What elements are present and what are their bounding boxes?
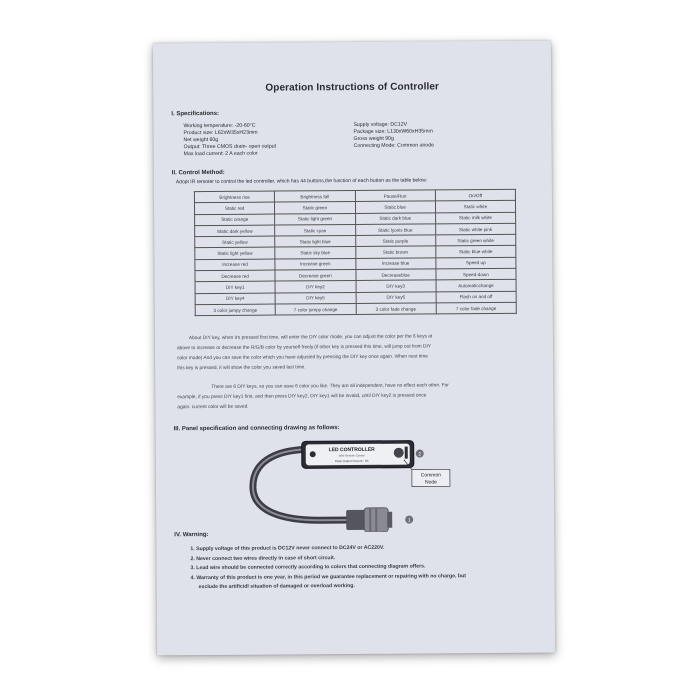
table-cell: Static cyan — [275, 224, 355, 236]
paragraph-line: this key is pressed, it will show the color you saved last time. — [177, 365, 306, 372]
panel-heading: III. Panel specification and connecting drawing as follows: — [173, 425, 340, 433]
spec-line: Supply voltage: DC12V — [353, 121, 408, 128]
connecting-drawing — [156, 431, 555, 534]
paragraph-line: About DIY key, when it's pressed first time, will enter the DIY color mode, you can adjust the color per the 6 keys at — [188, 334, 433, 342]
table-cell: Static milk white — [435, 212, 515, 224]
device-label: LED CONTROLLER — [328, 446, 375, 454]
table-cell: Decrease green — [275, 270, 355, 282]
table-cell: Decrease red — [195, 270, 275, 282]
table-cell: Decreaseblue — [355, 269, 435, 281]
control-method-heading: II. Control Method: — [171, 169, 225, 177]
warning-item: 4. Warranty of this product is one year, in this period we guarantee replacement or repairing with no charge, but — [190, 572, 466, 581]
table-cell: On/Off — [435, 189, 515, 201]
callout-2-label: 2 — [418, 451, 422, 458]
table-cell: Static yellow — [195, 236, 275, 248]
table-cell: Increase blue — [355, 258, 435, 270]
table-cell: Static red — [194, 202, 274, 214]
table-cell: 3 color fade change — [356, 303, 436, 315]
specifications-block — [183, 121, 543, 158]
warning-item-continuation: exclude the artificidl situation of damaged or overload working. — [198, 582, 355, 591]
dc-plug-icon — [346, 508, 392, 532]
spec-line: Working temperature: -20-60°C — [183, 122, 256, 130]
instruction-sheet — [153, 41, 555, 656]
table-cell: Static white pink — [435, 223, 515, 235]
table-cell: 7 color fade change — [436, 302, 516, 314]
table-cell: Static light yellow — [195, 248, 275, 260]
diy-paragraph-1 — [177, 332, 543, 375]
paragraph-line: above to increase or decrease the R/G/B color by yourself freely.(if other key is pressed this time, will jump out from DIY — [176, 344, 431, 352]
specifications-right-column — [353, 121, 543, 150]
warning-item: 2. Never connect two wires directly in case of short circuit. — [190, 554, 336, 562]
callout-1-label: 1 — [407, 517, 411, 524]
table-cell: 7 color jumpy change — [275, 303, 355, 315]
table-cell: DIY key3 — [356, 280, 436, 292]
table-cell: Speed up — [436, 257, 516, 269]
specifications-left-column — [183, 122, 358, 158]
spec-line: Package size: L130xW60xH35mm — [353, 128, 433, 135]
table-cell: Static lyonis blue — [355, 224, 435, 236]
table-cell: Static dark yellow — [195, 225, 275, 237]
warning-item: 1. Supply voltage of this product is DC12V never connect to DC24V or AC220V. — [190, 544, 385, 553]
device-current: Peak Output Current : 6A — [334, 458, 369, 464]
table-cell: DIY key6 — [356, 292, 436, 304]
device-subtitle: With Remote Control — [338, 453, 365, 458]
table-cell: DIY key1 — [195, 281, 275, 293]
table-cell: Static purple — [355, 235, 435, 247]
table-cell: Static light blue — [275, 236, 355, 248]
control-method-intro: Adopt IR remoter to control the led controller, which has 44 buttons,the function of each button as the table below: — [175, 177, 428, 186]
table-cell: Flash on and off — [436, 291, 516, 303]
common-node-label: Node — [424, 479, 437, 486]
paragraph-line: again. current color will be saved. — [177, 404, 249, 411]
table-cell: Static dark blue — [355, 213, 435, 225]
specifications-heading: I. Specifications: — [171, 110, 220, 118]
table-cell: Static blue — [355, 201, 435, 213]
spec-line: Gross weight 90g — [353, 135, 394, 142]
table-cell: Brightness rise — [194, 191, 274, 203]
table-cell: Static blue white — [436, 246, 516, 258]
table-cell: Static green white — [435, 235, 515, 247]
table-cell: 3 color jumpy change — [195, 304, 275, 316]
spec-line: Max load current: 2 A each color — [183, 150, 258, 158]
table-cell: Increase green — [275, 258, 355, 270]
paragraph-line: example, if you press DIY key1 first, and then press DIY key2, DIY key1 will be invalid, until DIY key2 is pressed once — [177, 393, 427, 401]
table-cell: Increase red — [195, 259, 275, 271]
warning-heading: IV. Warning: — [174, 532, 209, 539]
table-cell: Static sky blue — [275, 247, 355, 259]
table-cell: DIY key5 — [275, 292, 355, 304]
table-cell: Static white — [435, 201, 515, 213]
table-cell: Automaticchange — [436, 280, 516, 292]
table-cell: DIY key2 — [275, 281, 355, 293]
paragraph-line: There are 6 DIY keys, so you can save 6 color you like. They are all independent, have no effect each other. For — [211, 383, 449, 390]
table-cell: Static light green — [275, 213, 355, 225]
table-cell: Speed-down — [436, 268, 516, 280]
paragraph-line: color mode) And you can save the color which you have adjusted by pressing the DIY key once again. When next time — [177, 354, 428, 362]
polarity-symbol-icon — [372, 533, 400, 534]
table-row — [195, 302, 516, 316]
warning-item: 3. Lead wire should be connected correctly according to colors that connecting diagram offers. — [190, 563, 426, 572]
remote-button-table — [194, 189, 517, 317]
table-cell: Static green — [275, 202, 355, 214]
table-cell: Static orange — [195, 214, 275, 226]
spec-line: Connecting Mode: Common anode — [353, 142, 435, 149]
table-cell: Pause/Run — [355, 190, 435, 202]
spec-line: Product size: L62xW35xH23mm — [183, 129, 258, 137]
table-cell: DIY key4 — [195, 293, 275, 305]
warning-list — [190, 543, 546, 593]
table-cell: Brightness fall — [275, 190, 355, 202]
spec-line: Output: Three CMOS drain- open output — [183, 143, 277, 151]
spec-line: Net weight 60g — [183, 136, 219, 144]
diy-paragraph-2 — [177, 381, 543, 414]
common-node-label: Common — [420, 472, 442, 479]
document-title: Operation Instructions of Controller — [265, 81, 440, 94]
table-cell: Static brown — [355, 246, 435, 258]
